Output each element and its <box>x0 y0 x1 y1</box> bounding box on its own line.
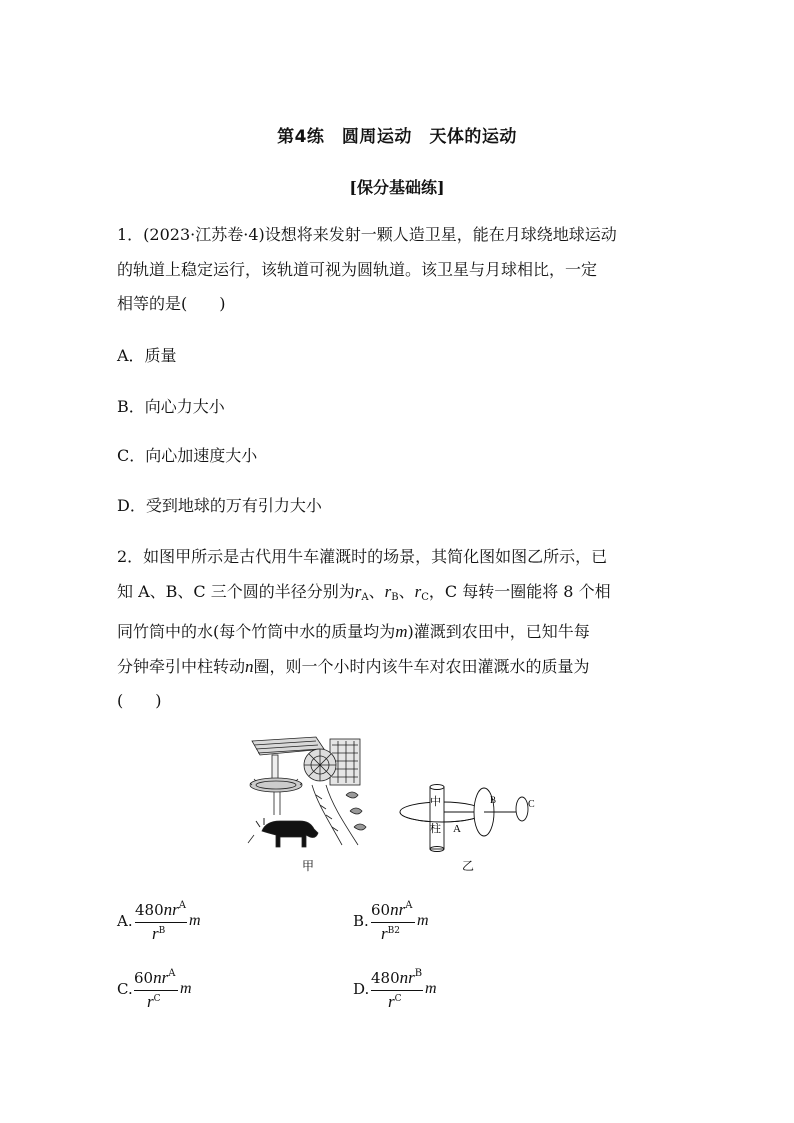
option-c-mass: m <box>180 980 192 997</box>
question-1-line-1: 1．(2023·江苏卷·4)设想将来发射一颗人造卫星，能在月球绕地球运动 <box>117 225 617 244</box>
option-b-num-coef: 60 <box>371 901 391 919</box>
page-title: 第4练 圆周运动 天体的运动 <box>277 127 517 147</box>
question-2-text <box>117 540 689 719</box>
circle-a-label: A <box>453 823 461 835</box>
radius-c-subscript: C <box>421 591 429 603</box>
question-2-option-d <box>353 968 473 1014</box>
separator-2: 、 <box>398 581 415 601</box>
question-2-line-3-b: )灌溉到农田中，已知牛每 <box>407 622 590 641</box>
option-d-fraction-bar <box>371 990 423 991</box>
question-2-line-3-a: 同竹筒中的水(每个竹筒中水的质量均为 <box>117 622 396 641</box>
radius-a-symbol: r <box>354 581 362 601</box>
option-c-den-sup: C <box>153 994 161 1004</box>
radius-a-subscript: A <box>361 591 369 603</box>
question-1-option-b: B．向心力大小 <box>117 397 225 416</box>
question-2-line-5: ( ) <box>117 691 162 710</box>
question-2-option-b <box>353 900 473 946</box>
circle-b-label: B <box>490 795 497 805</box>
option-b-num-var: nr <box>390 900 406 919</box>
option-b-den-var: r <box>381 924 388 943</box>
question-2-option-c <box>117 968 237 1014</box>
question-2-line-2-a: 知 A、B、C 三个圆的半径分别为 <box>117 581 355 601</box>
separator-1: 、 <box>368 581 385 601</box>
option-a-den-sup: B <box>158 926 166 936</box>
simplified-diagram <box>400 785 528 852</box>
option-b-num-sup: A <box>405 900 413 911</box>
section-heading: [保分基础练] <box>349 178 445 197</box>
option-a-label: A. <box>117 912 133 930</box>
option-b-mass: m <box>417 912 429 929</box>
radius-c-symbol: r <box>414 581 422 601</box>
question-2-line-4-a: 分钟牵引中柱转动 <box>117 656 246 676</box>
option-c-num-coef: 60 <box>134 969 154 987</box>
question-1-option-a: A．质量 <box>117 346 177 365</box>
option-a-mass: m <box>189 912 201 929</box>
question-2-line-3 <box>117 615 689 650</box>
radius-b-symbol: r <box>384 581 392 601</box>
option-d-num-sup: B <box>414 968 423 979</box>
question-2-option-a <box>117 900 237 946</box>
option-d-num-coef: 480 <box>371 969 400 987</box>
option-a-fraction-bar <box>135 922 187 923</box>
radius-b-subscript: B <box>391 591 399 603</box>
mass-symbol: m <box>395 622 408 641</box>
option-c-num-sup: A <box>168 968 176 979</box>
question-1-option-c: C．向心加速度大小 <box>117 446 258 465</box>
question-2-line-2-b: ，C 每转一圈能将 8 个相 <box>428 581 611 601</box>
option-a-num-coef: 480 <box>135 901 164 919</box>
question-2-line-4 <box>117 650 689 685</box>
option-c-label: C. <box>117 980 133 998</box>
option-a-num-var: nr <box>163 900 179 919</box>
circle-c-shape <box>516 797 528 821</box>
option-d-mass: m <box>425 980 437 997</box>
option-a-num-sup: A <box>178 900 186 911</box>
option-d-label: D. <box>353 980 370 998</box>
ox-cart-figure <box>246 735 546 875</box>
figure-caption-left: 甲 <box>302 859 315 873</box>
question-1-line-2: 的轨道上稳定运行，该轨道可视为圆轨道。该卫星与月球相比，一定 <box>117 259 598 279</box>
circle-c-label: C <box>528 799 535 810</box>
question-2-line-1: 2．如图甲所示是古代用牛车灌溉时的场景，其简化图如图乙所示，已 <box>117 547 608 566</box>
option-c-fraction-bar <box>134 990 178 991</box>
option-d-den-sup: C <box>394 994 402 1004</box>
question-1-text <box>117 218 689 322</box>
option-c-num-var: nr <box>153 968 169 987</box>
option-b-den-sup: B2 <box>387 926 400 936</box>
figure-caption-right: 乙 <box>462 859 475 873</box>
question-2-line-4-b: 圈，则一个小时内该牛车对农田灌溉水的质量为 <box>253 656 590 676</box>
option-b-fraction-bar <box>371 922 415 923</box>
turns-symbol: n <box>245 656 254 676</box>
option-b-label: B. <box>353 912 369 930</box>
option-d-den-var: r <box>388 992 395 1011</box>
pillar-label-1: 中 <box>430 796 441 808</box>
option-d-num-var: nr <box>399 968 415 987</box>
figure-illustration <box>246 735 546 875</box>
question-1-option-d: D．受到地球的万有引力大小 <box>117 496 322 515</box>
option-a-den-var: r <box>152 924 159 943</box>
question-1-line-3: 相等的是( ) <box>117 294 226 313</box>
option-c-den-var: r <box>147 992 154 1011</box>
question-2-line-2 <box>117 575 689 616</box>
pillar-label-2: 柱 <box>430 823 441 835</box>
ancient-scene-illustration <box>248 737 366 847</box>
